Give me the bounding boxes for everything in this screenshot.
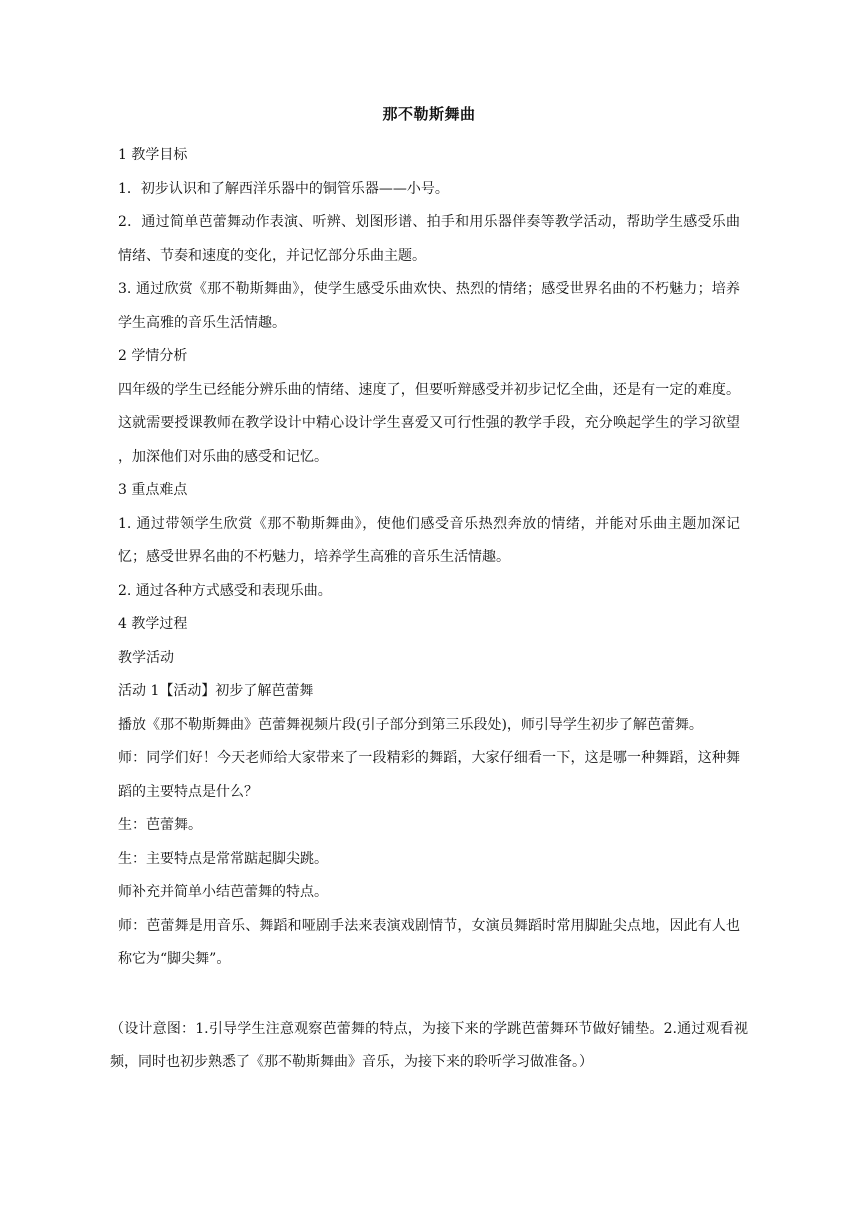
section-heading-process: 4 教学过程 <box>118 616 188 632</box>
document-page <box>110 103 748 1080</box>
design-intent-note: （设计意图：1.引导学生注意观察芭蕾舞的特点，为接下来的学跳芭蕾舞环节做好铺垫。2.通过观看视频，同时也初步熟悉了《那不勒斯舞曲》音乐，为接下来的聆听学习做准备。） <box>110 1020 748 1070</box>
section-heading-key-points: 3 重点难点 <box>118 482 188 498</box>
dialogue-teacher-2: 师：芭蕾舞是用音乐、舞蹈和哑剧手法来表演戏剧情节，女演员舞蹈时常用脚趾尖点地，因此有人也称它为“脚尖舞”。 <box>118 917 740 967</box>
activity-1-heading: 活动 1【活动】初步了解芭蕾舞 <box>118 683 314 699</box>
goal-item-1: 1．初步认识和了解西洋乐器中的铜管乐器——小号。 <box>118 180 449 197</box>
document-title: 那不勒斯舞曲 <box>382 105 476 123</box>
activity-1-instruction: 播放《那不勒斯舞曲》芭蕾舞视频片段(引子部分到第三乐段处)，师引导学生初步了解芭蕾舞。 <box>118 716 703 733</box>
section-heading-analysis: 2 学情分析 <box>118 348 188 364</box>
paragraph-spacer <box>118 977 740 1013</box>
section-heading-goals: 1 教学目标 <box>118 147 188 163</box>
subheading-activities: 教学活动 <box>118 649 174 666</box>
goal-item-2: 2．通过简单芭蕾舞动作表演、听辨、划图形谱、拍手和用乐器伴奏等教学活动，帮助学生感受乐曲情绪、节奏和速度的变化，并记忆部分乐曲主题。 <box>118 214 740 264</box>
dialogue-student-2: 生：主要特点是常常踮起脚尖跳。 <box>118 850 328 867</box>
key-point-2: 2. 通过各种方式感受和表现乐曲。 <box>118 582 332 599</box>
dialogue-teacher-1: 师：同学们好！今天老师给大家带来了一段精彩的舞蹈，大家仔细看一下，这是哪一种舞蹈，这种舞蹈的主要特点是什么？ <box>118 750 740 800</box>
goal-item-3: 3. 通过欣赏《那不勒斯舞曲》，使学生感受乐曲欢快、热烈的情绪；感受世界名曲的不朽魅力；培养学生高雅的音乐生活情趣。 <box>118 281 740 331</box>
teacher-summary-note: 师补充并简单小结芭蕾舞的特点。 <box>118 884 328 900</box>
dialogue-student-1: 生：芭蕾舞。 <box>118 817 202 833</box>
analysis-paragraph: 四年级的学生已经能分辨乐曲的情绪、速度了，但要听辩感受并初步记忆全曲，还是有一定的难度。这就需要授课教师在教学设计中精心设计学生喜爱又可行性强的教学手段，充分唤起学生的学习欲望 ，加深他们对乐曲的感受和记忆。 <box>118 381 740 465</box>
key-point-1: 1. 通过带领学生欣赏《那不勒斯舞曲》，使他们感受音乐热烈奔放的情绪，并能对乐曲主题加深记忆；感受世界名曲的不朽魅力，培养学生高雅的音乐生活情趣。 <box>118 515 740 565</box>
